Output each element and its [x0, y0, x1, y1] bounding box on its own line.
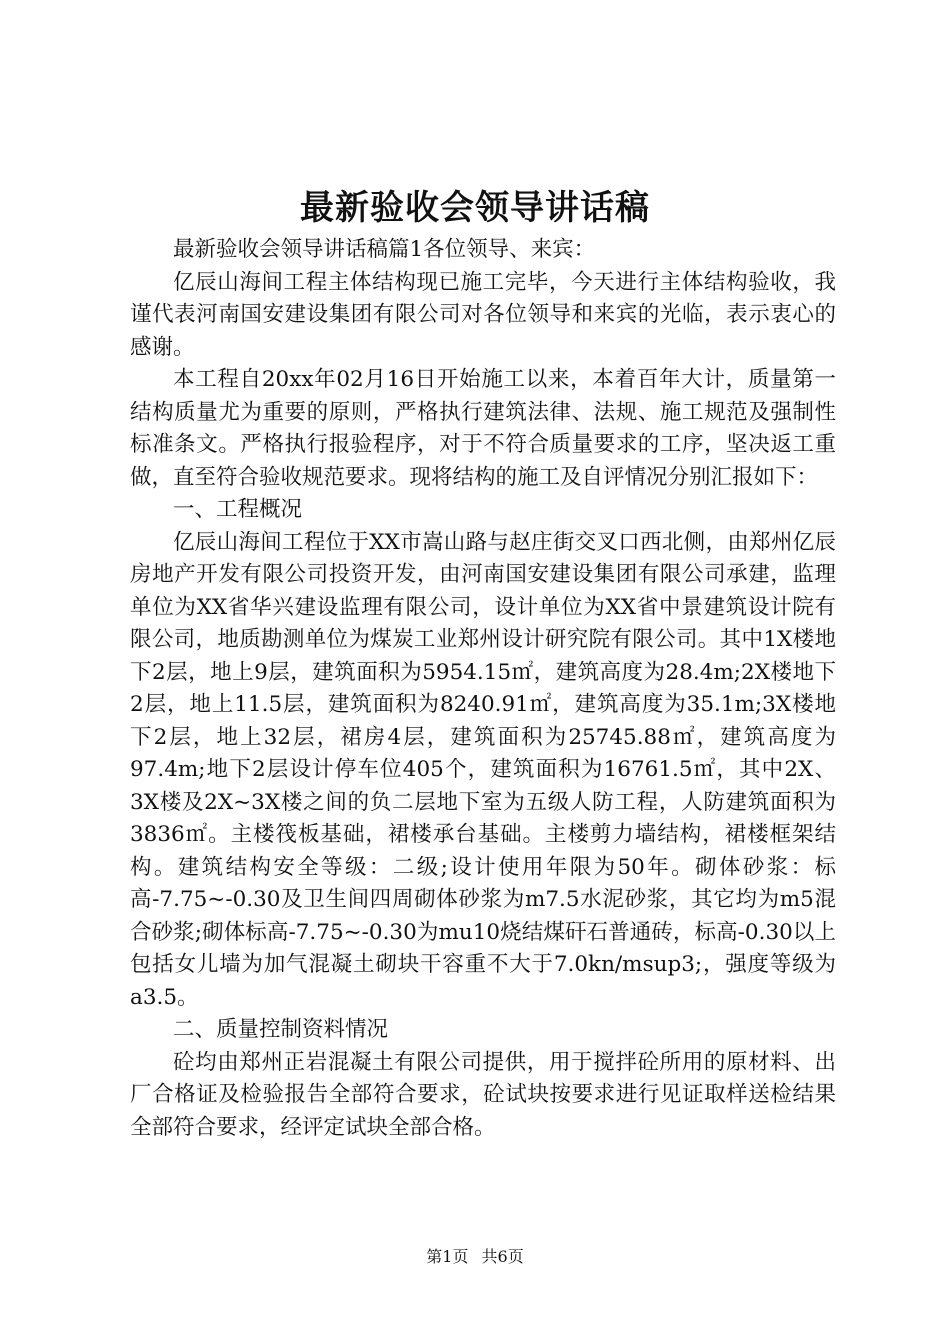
page-number: 第1页 [426, 1247, 469, 1266]
paragraph-overview: 亿辰山海间工程位于XX市嵩山路与赵庄街交叉口西北侧，由郑州亿辰房地产开发有限公司投资开发，由河南国安建设集团有限公司承建，监理单位为XX省华兴建设监理有限公司，设计单位为XX省中景建筑设计院有限公司，地质勘测单位为煤炭工业郑州设计研究院有限公司。其中1X楼地下2层，地上9层，建筑面积为5954.15㎡，建筑高度为28.4m;2X楼地下2层，地上11.5层，建筑面积为8240.91㎡，建筑高度为35.1m;3X楼地下2层，地上32层，裙房4层，建筑面积为25745.88㎡，建筑高度为97.4m;地下2层设计停车位405个，建筑面积为16761.5㎡，其中2X、3X楼及2X~3X楼之间的负二层地下室为五级人防工程，人防建筑面积为3836㎡。主楼筏板基础，裙楼承台基础。主楼剪力墙结构，裙楼框架结构。建筑结构安全等级：二级;设计使用年限为50年。砌体砂浆：标高-7.75~-0.30及卫生间四周砌体砂浆为m7.5水泥砂浆，其它均为m5混合砂浆;砌体标高-7.75~-0.30为mu10烧结煤矸石普通砖，标高-0.30以上包括女儿墙为加气混凝土砌块干容重不大于7.0kn/msup3;，强度等级为a3.5。 [130, 529, 836, 1010]
section-heading-overview: 一、工程概况 [173, 497, 303, 522]
paragraph-quality: 砼均由郑州正岩混凝土有限公司提供，用于搅拌砼所用的原材料、出厂合格证及检验报告全部符合要求，砼试块按要求进行见证取样送检结果全部符合要求，经评定试块全部合格。 [130, 1049, 836, 1140]
page-footer [0, 1244, 950, 1267]
document-body [130, 234, 836, 1144]
paragraph-intro: 亿辰山海间工程主体结构现已施工完毕，今天进行主体结构验收，我谨代表河南国安建设集团有限公司对各位领导和来宾的光临，表示衷心的感谢。 [130, 269, 836, 360]
paragraph-greeting: 最新验收会领导讲话稿篇1各位领导、来宾： [173, 237, 596, 262]
document-title: 最新验收会领导讲话稿 [300, 188, 650, 228]
page-total: 共6页 [481, 1247, 524, 1266]
paragraph-principles: 本工程自20xx年02月16日开始施工以来，本着百年大计，质量第一结构质量尤为重要的原则，严格执行建筑法律、法规、施工规范及强制性标准条文。严格执行报验程序，对于不符合质量要求的工序，坚决返工重做，直至符合验收规范要求。现将结构的施工及自评情况分别汇报如下： [130, 367, 836, 490]
section-heading-quality: 二、质量控制资料情况 [173, 1017, 389, 1042]
